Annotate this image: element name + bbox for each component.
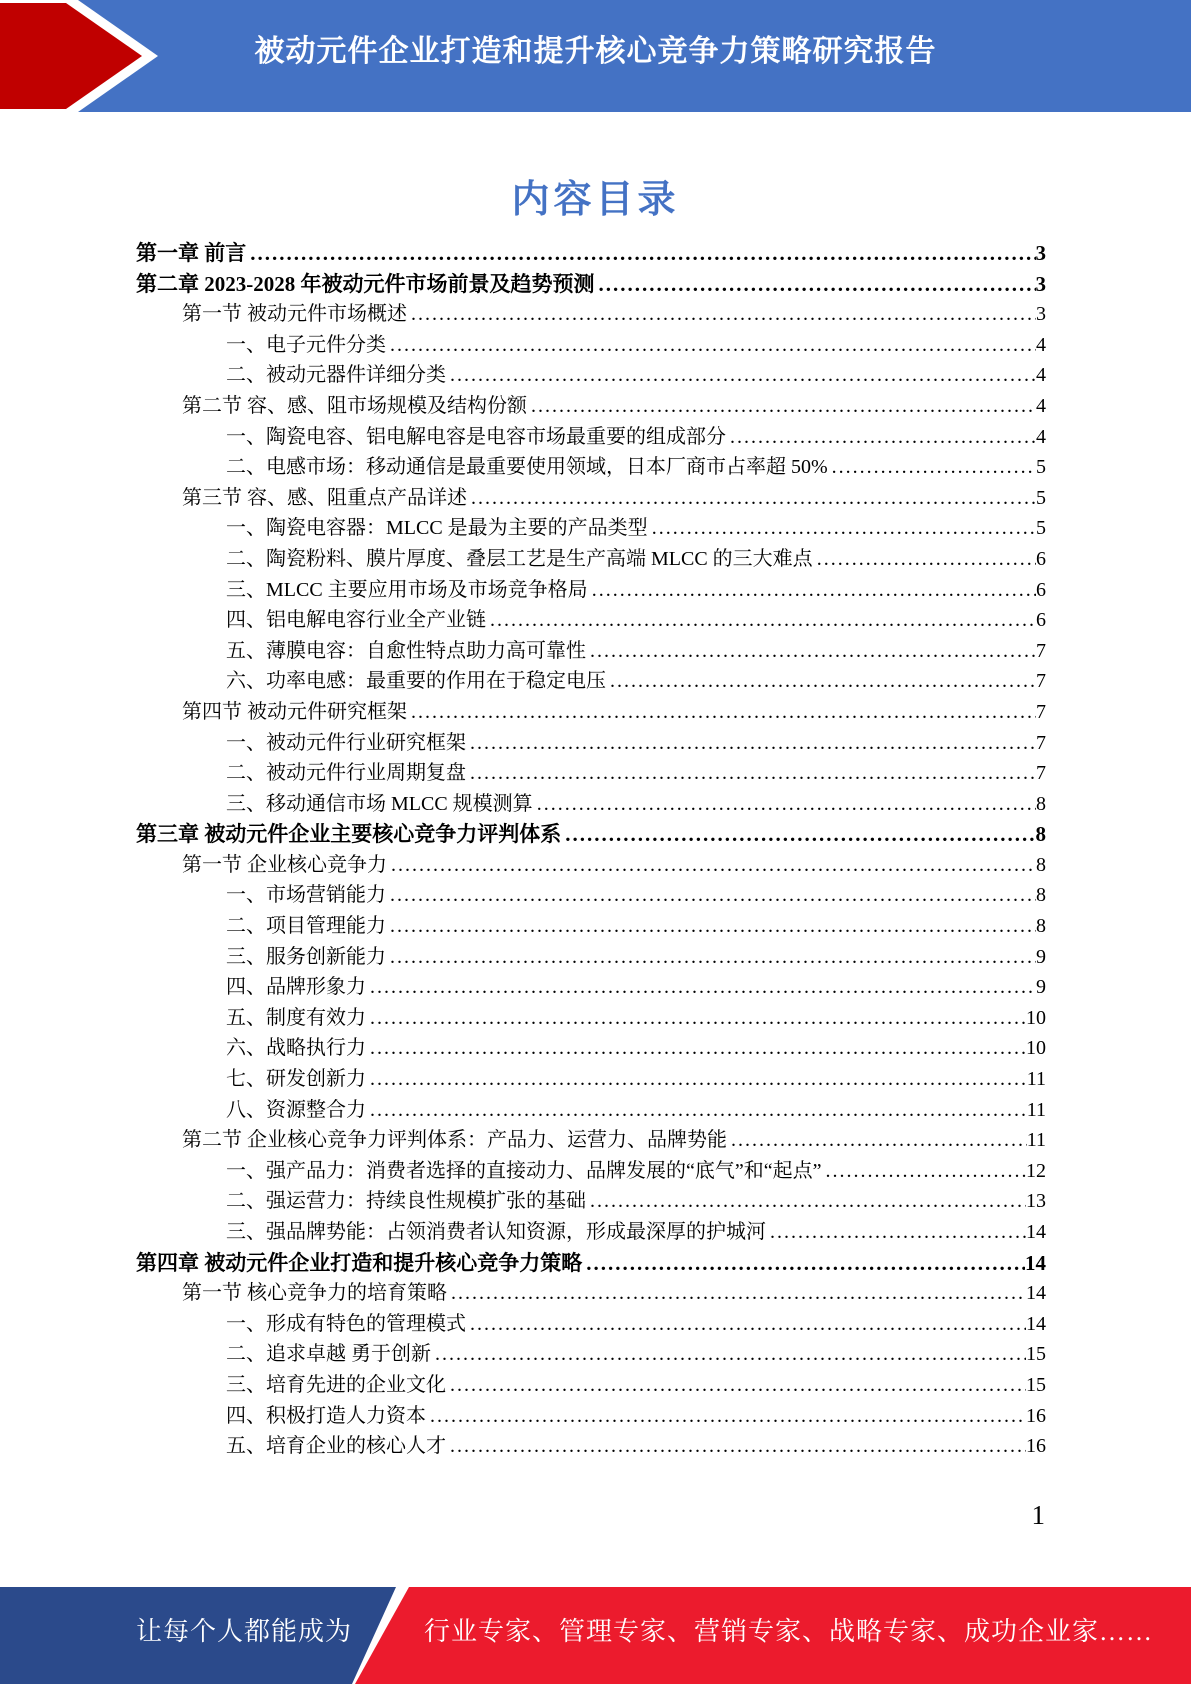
toc-entry-page: 10 (1026, 1006, 1046, 1029)
toc-entry-label: 第一章 前言 (136, 241, 247, 265)
toc-entry-page: 5 (1036, 456, 1046, 479)
toc-leader-dots (370, 1064, 1027, 1095)
toc-leader-dots (610, 666, 1036, 697)
toc-entry-page: 8 (1036, 792, 1046, 815)
toc-entry-label: 一、电子元件分类 (226, 333, 386, 356)
toc-entry-page: 7 (1036, 670, 1046, 693)
toc-entry-page: 11 (1026, 1068, 1046, 1091)
toc-entry-page: 6 (1036, 547, 1046, 570)
toc-entry[interactable] (136, 391, 1046, 422)
toc-entry-page: 7 (1036, 700, 1046, 723)
toc-entry-label: 三、移动通信市场 MLCC 规模测算 (226, 792, 533, 815)
report-title: 被动元件企业打造和提升核心竞争力策略研究报告 (254, 35, 937, 68)
toc-leader-dots (390, 942, 1036, 973)
toc-leader-dots (490, 605, 1036, 636)
toc-entry[interactable] (136, 330, 1046, 361)
toc-entry-label: 一、陶瓷电容器：MLCC 是最为主要的产品类型 (226, 517, 648, 540)
toc-entry-label: 二、陶瓷粉料、膜片厚度、叠层工艺是生产高端 MLCC 的三大难点 (226, 547, 813, 570)
toc-entry-page: 16 (1026, 1404, 1046, 1427)
toc-leader-dots (411, 299, 1036, 330)
toc-entry-page: 8 (1035, 822, 1046, 847)
toc-entry[interactable] (136, 1095, 1046, 1126)
toc-entry-label: 第三节 容、感、阻重点产品详述 (182, 486, 467, 509)
footer-banner (0, 1587, 1191, 1684)
toc-entry[interactable] (136, 880, 1046, 911)
toc-leader-dots (471, 483, 1036, 514)
toc-leader-dots (730, 422, 1036, 453)
toc-leader-dots (586, 1248, 1025, 1279)
toc-entry-label: 第二章 2023-2028 年被动元件市场前景及趋势预测 (136, 271, 595, 296)
toc-leader-dots (470, 758, 1036, 789)
toc-leader-dots (592, 575, 1036, 606)
toc-entry[interactable] (136, 636, 1046, 667)
toc-entry-label: 一、强产品力：消费者选择的直接动力、品牌发展的“底气”和“起点” (226, 1159, 822, 1182)
toc-entry-label: 第一节 被动元件市场概述 (182, 303, 407, 326)
toc-entry-page: 15 (1026, 1373, 1046, 1396)
toc-entry[interactable] (136, 819, 1046, 850)
toc-entry-page: 6 (1036, 578, 1046, 601)
toc-entry-page: 14 (1025, 1250, 1046, 1275)
toc-leader-dots (370, 1003, 1026, 1034)
toc-entry-page: 8 (1036, 915, 1046, 938)
toc-entry-page: 4 (1036, 425, 1046, 448)
toc-entry-page: 14 (1026, 1221, 1046, 1243)
toc-entry-label: 三、培育先进的企业文化 (226, 1373, 446, 1396)
toc-leader-dots (731, 1125, 1027, 1156)
toc-entry-label: 五、培育企业的核心人才 (226, 1435, 446, 1458)
toc-entry[interactable] (136, 299, 1046, 330)
toc-entry-page: 14 (1026, 1312, 1046, 1335)
toc-entry-page: 9 (1036, 976, 1046, 999)
toc-entry-page: 4 (1036, 364, 1046, 387)
toc-entry[interactable] (136, 789, 1046, 820)
toc-entry[interactable] (136, 758, 1046, 789)
toc-leader-dots (411, 697, 1036, 728)
toc-entry[interactable] (136, 544, 1046, 575)
toc-leader-dots (450, 360, 1036, 391)
toc-entry[interactable] (136, 452, 1046, 483)
toc-entry-page: 4 (1036, 394, 1046, 417)
toc-entry-label: 二、被动元器件详细分类 (226, 364, 446, 387)
toc-leader-dots (590, 636, 1036, 667)
toc-entry-page: 8 (1036, 853, 1046, 876)
toc-leader-dots (370, 1095, 1027, 1126)
toc-entry-label: 二、电感市场：移动通信是最重要使用领域，日本厂商市占率超 50% (226, 456, 828, 479)
toc-entry[interactable] (136, 605, 1046, 636)
toc-entry[interactable] (136, 1370, 1046, 1401)
toc-entry[interactable] (136, 972, 1046, 1003)
toc-leader-dots (770, 1217, 1026, 1248)
toc-entry-page: 9 (1036, 945, 1046, 968)
toc-entry-page: 16 (1026, 1435, 1046, 1458)
toc-leader-dots (652, 513, 1036, 544)
toc-entry-page: 5 (1036, 517, 1046, 540)
toc-entry-label: 一、被动元件行业研究框架 (226, 731, 466, 754)
toc-title: 内容目录 (511, 179, 680, 221)
toc-entry-label: 二、被动元件行业周期复盘 (226, 762, 466, 785)
footer-slogan-right: 行业专家、管理专家、营销专家、战略专家、成功企业家…… (424, 1617, 1154, 1646)
toc-entry[interactable] (136, 1125, 1046, 1156)
toc-leader-dots (470, 728, 1036, 759)
toc-entry[interactable] (136, 1309, 1046, 1340)
toc-leader-dots (390, 880, 1036, 911)
toc-entry-label: 三、服务创新能力 (226, 945, 386, 968)
toc-entry[interactable] (136, 513, 1046, 544)
toc-entry[interactable] (136, 269, 1046, 300)
toc-entry-label: 第四节 被动元件研究框架 (182, 700, 407, 723)
toc-entry-page: 11 (1026, 1129, 1046, 1152)
toc-leader-dots (832, 452, 1036, 483)
toc-leader-dots (599, 269, 1036, 300)
toc-entry[interactable] (136, 575, 1046, 606)
toc-entry-label: 二、强运营力：持续良性规模扩张的基础 (226, 1190, 586, 1213)
toc-entry-page: 5 (1036, 486, 1046, 509)
toc-entry[interactable] (136, 697, 1046, 728)
toc-entry-label: 第一节 企业核心竞争力 (182, 853, 387, 876)
page-number: 1 (1031, 1500, 1045, 1530)
toc-entry-label: 第四章 被动元件企业打造和提升核心竞争力策略 (136, 1250, 583, 1275)
toc-list (136, 238, 1046, 1462)
toc-entry-page: 15 (1026, 1343, 1046, 1366)
toc-entry[interactable] (136, 1156, 1046, 1187)
toc-entry-label: 五、制度有效力 (226, 1006, 366, 1029)
toc-entry[interactable] (136, 1033, 1046, 1064)
toc-entry[interactable] (136, 728, 1046, 759)
toc-entry-page: 3 (1035, 271, 1046, 296)
toc-entry[interactable] (136, 1003, 1046, 1034)
toc-leader-dots (435, 1339, 1026, 1370)
toc-entry[interactable] (136, 666, 1046, 697)
toc-leader-dots (370, 972, 1036, 1003)
toc-leader-dots (391, 850, 1036, 881)
toc-entry-label: 一、陶瓷电容、铝电解电容是电容市场最重要的组成部分 (226, 425, 726, 448)
toc-entry-label: 四、品牌形象力 (226, 976, 366, 999)
toc-entry[interactable] (136, 1217, 1046, 1248)
toc-entry-label: 六、战略执行力 (226, 1037, 366, 1060)
toc-entry[interactable] (136, 1431, 1046, 1462)
toc-leader-dots (370, 1033, 1026, 1064)
toc-leader-dots (450, 1370, 1026, 1401)
toc-leader-dots (390, 330, 1036, 361)
toc-entry-page: 8 (1036, 884, 1046, 907)
toc-leader-dots (390, 911, 1036, 942)
toc-entry[interactable] (136, 942, 1046, 973)
toc-leader-dots (470, 1309, 1026, 1340)
toc-entry[interactable] (136, 238, 1046, 269)
toc-entry-label: 四、铝电解电容行业全产业链 (226, 609, 486, 632)
toc-entry-label: 三、MLCC 主要应用市场及市场竞争格局 (226, 578, 588, 601)
toc-entry-label: 一、市场营销能力 (226, 884, 386, 907)
toc-entry-page: 10 (1026, 1037, 1046, 1060)
header-banner (0, 0, 1191, 112)
toc-entry-page: 7 (1036, 639, 1046, 662)
toc-entry-page: 7 (1036, 762, 1046, 785)
toc-leader-dots (430, 1401, 1026, 1432)
toc-leader-dots (531, 391, 1036, 422)
toc-entry[interactable] (136, 1401, 1046, 1432)
toc-leader-dots (590, 1186, 1026, 1217)
toc-entry-label: 七、研发创新力 (226, 1068, 366, 1091)
toc-leader-dots (565, 819, 1035, 850)
toc-entry-label: 四、积极打造人力资本 (226, 1404, 426, 1427)
toc-entry[interactable] (136, 1186, 1046, 1217)
toc-entry-label: 一、形成有特色的管理模式 (226, 1312, 466, 1335)
toc-entry[interactable] (136, 1064, 1046, 1095)
toc-leader-dots (450, 1431, 1026, 1462)
toc-leader-dots (826, 1156, 1026, 1187)
toc-entry-page: 14 (1026, 1282, 1046, 1305)
toc-entry[interactable] (136, 1278, 1046, 1309)
toc-entry[interactable] (136, 360, 1046, 391)
toc-leader-dots (817, 544, 1036, 575)
toc-entry[interactable] (136, 1248, 1046, 1279)
toc-entry-label: 八、资源整合力 (226, 1098, 366, 1121)
toc-leader-dots (451, 1278, 1026, 1309)
toc-entry[interactable] (136, 422, 1046, 453)
toc-entry[interactable] (136, 483, 1046, 514)
toc-entry-page: 11 (1026, 1098, 1046, 1121)
toc-entry-label: 二、项目管理能力 (226, 915, 386, 938)
toc-entry[interactable] (136, 850, 1046, 881)
toc-entry-label: 第二节 企业核心竞争力评判体系：产品力、运营力、品牌势能 (182, 1129, 727, 1152)
toc-entry-label: 三、强品牌势能：占领消费者认知资源，形成最深厚的护城河 (226, 1221, 766, 1243)
toc-entry-label: 六、功率电感：最重要的作用在于稳定电压 (226, 670, 606, 693)
toc-entry-label: 第三章 被动元件企业主要核心竞争力评判体系 (136, 822, 562, 847)
toc-entry-label: 二、追求卓越 勇于创新 (226, 1343, 431, 1366)
toc-leader-dots (250, 238, 1035, 269)
toc-entry[interactable] (136, 1339, 1046, 1370)
toc-entry-page: 7 (1036, 731, 1046, 754)
toc-entry-label: 五、薄膜电容：自愈性特点助力高可靠性 (226, 639, 586, 662)
toc-entry-page: 13 (1026, 1190, 1046, 1213)
toc-leader-dots (537, 789, 1036, 820)
toc-entry-page: 12 (1026, 1159, 1046, 1182)
toc-entry-page: 3 (1036, 303, 1046, 326)
toc-entry-page: 4 (1036, 333, 1046, 356)
footer-slogan-left: 让每个人都能成为 (136, 1617, 353, 1646)
toc-entry[interactable] (136, 911, 1046, 942)
toc-entry-page: 3 (1035, 241, 1046, 265)
toc-entry-label: 第二节 容、感、阻市场规模及结构份额 (182, 394, 527, 417)
toc-entry-label: 第一节 核心竞争力的培育策略 (182, 1282, 447, 1305)
toc-entry-page: 6 (1036, 609, 1046, 632)
